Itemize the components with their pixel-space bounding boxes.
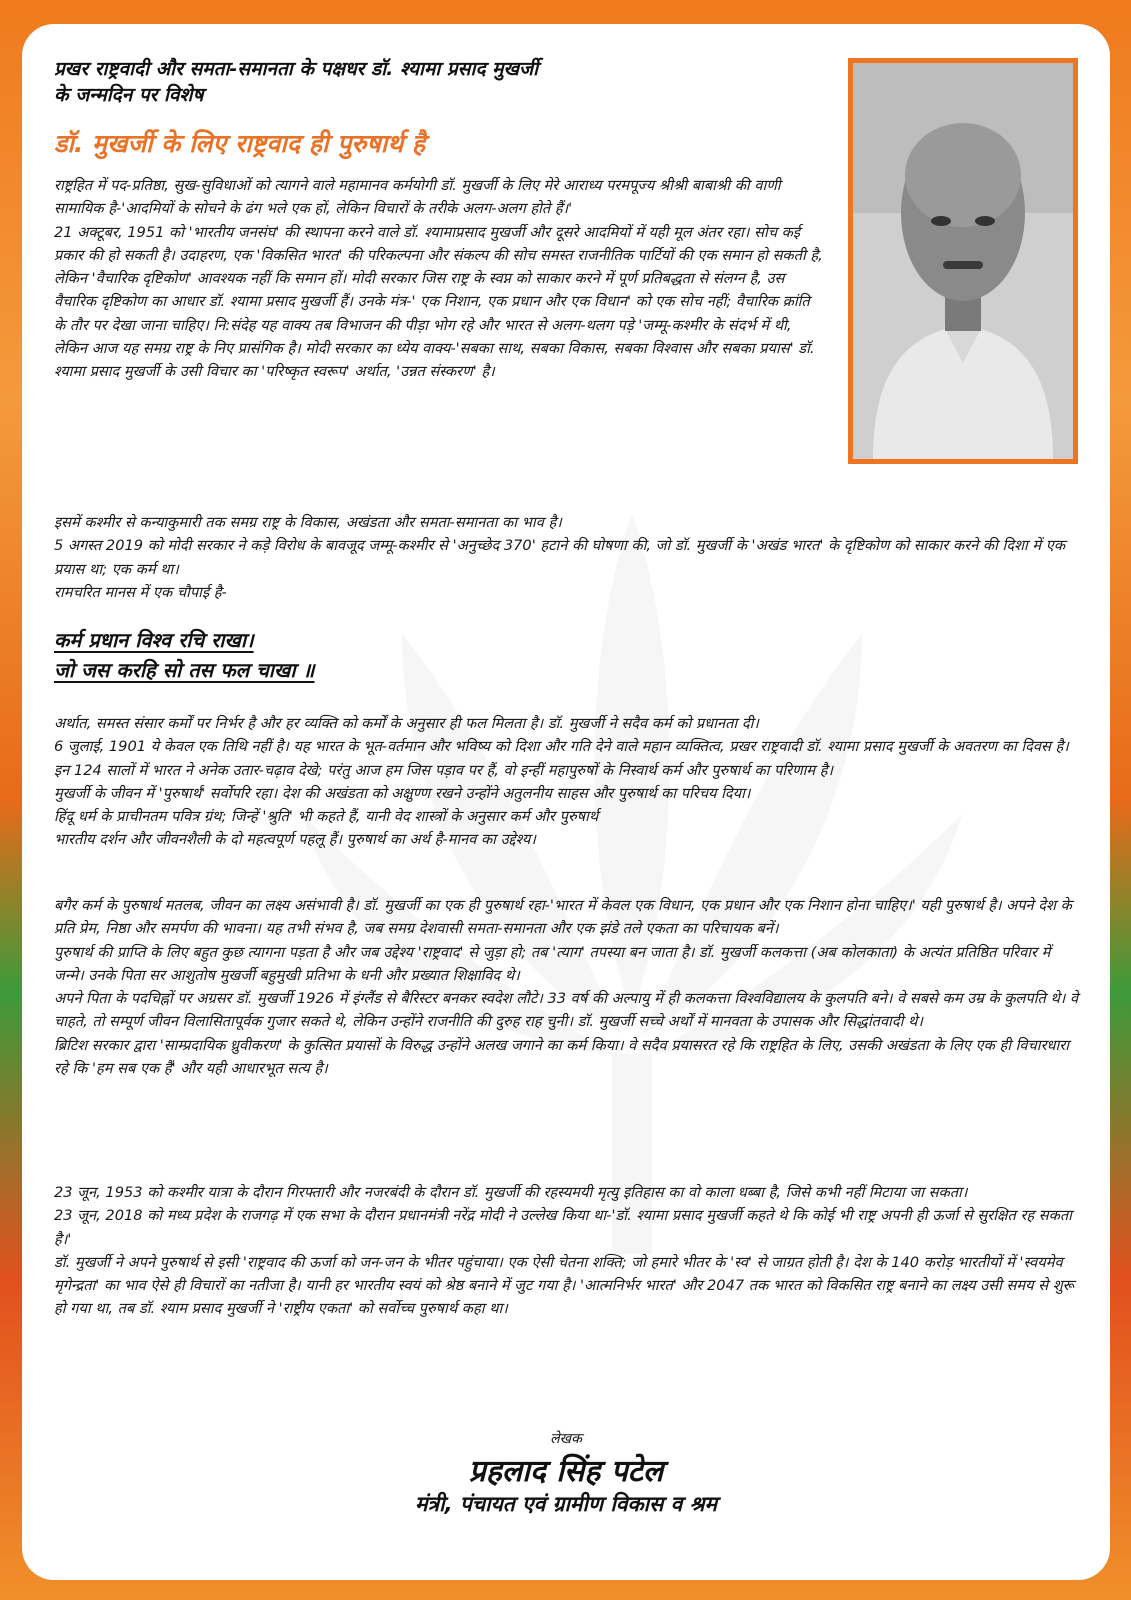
section-purusharth xyxy=(54,894,1084,1080)
paragraph: बगैर कर्म के पुरुषार्थ मतलब, जीवन का लक्ष्य असंभावी है। डॉ. मुखर्जी का एक ही पुरुषार्थ रहा-'भारत में केवल एक विधान, एक प्रधान और एक निशान होना चाहिए।' यही पुरुषार्थ है। अपने देश के प्रति प्रेम, निष्ठा और समर्पण की भावना। यह तभी संभव है, जब समग्र देशवासी समता-समानता और एक झंडे तले एकता का परिचायक बनें। xyxy=(54,897,1072,938)
paragraph: 23 जून, 2018 को मध्य प्रदेश के राजगढ़ में एक सभा के दौरान प्रधानमंत्री नरेंद्र मोदी ने उल्लेख किया था-'डॉ. श्यामा प्रसाद मुखर्जी कहते थे कि कोई भी राष्ट्र अपनी ही ऊर्जा से सुरक्षित रह सकता है।' xyxy=(54,1207,1072,1248)
paragraph: मुखर्जी के जीवन में 'पुरुषार्थ' सर्वोपरि रहा। देश की अखंडता को अक्षुण्ण रखने उन्होंने अतुलनीय साहस और पुरुषार्थ का परिचय दिया। xyxy=(54,784,751,802)
paragraph: भारतीय दर्शन और जीवनशैली के दो महत्वपूर्ण पहलू हैं। पुरुषार्थ का अर्थ है-मानव का उद्देश्य। xyxy=(54,831,536,849)
paragraph: हिंदू धर्म के प्राचीनतम पवित्र ग्रंथ; जिन्हें 'श्रुति' भी कहते हैं, यानी वेद शास्त्रों के अनुसार कर्म और पुरुषार्थ xyxy=(54,808,599,826)
paragraph: इसमें कश्मीर से कन्याकुमारी तक समग्र राष्ट्र के विकास, अखंडता और समता-समानता का भाव है। xyxy=(54,514,562,531)
paragraph: डॉ. मुखर्जी ने अपने पुरुषार्थ से इसी 'राष्ट्रवाद की ऊर्जा को जन-जन के भीतर पहुंचाया। एक ऐसी चेतना शक्ति; जो हमारे भीतर के 'स्व' से जाग्रत होती है। देश के 140 करोड़ भारतीयों में 'स्वयमेव मृगेन्द्रता' का भाव ऐसे ही विचारों का नतीजा है। यानी हर भारतीय स्वयं को श्रेष्ठ बनाने में जुट गया है। 'आत्मनिर्भर भारत' और 2047 तक भारत को विकसित राष्ट्र बनाने का लक्ष्य उसी समय से शुरू हो गया था, तब डॉ. श्याम प्रसाद मुखर्जी ने 'राष्ट्रीय एकता' को सर्वोच्च पुरुषार्थ कहा था। xyxy=(54,1253,1074,1318)
paragraph: ब्रिटिश सरकार द्वारा 'साम्प्रदायिक ध्रुवीकरण' के कुत्सित प्रयासों के विरुद्ध उन्होंने अलख जगाने का कर्म किया। वे सदैव प्रयासरत रहे कि राष्ट्रहित के लिए, उसकी अखंडता के लिए एक ही विचारधारा रहे कि 'हम सब एक हैं' और यही आधारभूत सत्य है। xyxy=(54,1036,1070,1078)
section-intro xyxy=(54,174,824,384)
article-headline: डॉ. मुखर्जी के लिए राष्ट्रवाद ही पुरुषार्थ है xyxy=(54,129,426,158)
paragraph: राष्ट्रहित में पद-प्रतिष्ठा, सुख-सुविधाओं को त्यागने वाले महामानव कर्मयोगी डॉ. मुखर्जी के लिए मेरे आराध्य परमपूज्य श्रीश्री बाबाश्री की वाणी सामायिक है-'आदमियों के सोचने के ढंग भले एक हों, लेकिन विचारों के तरीके अलग-अलग होते हैं।' xyxy=(54,177,781,218)
paragraph: 21 अक्टूबर, 1951 को 'भारतीय जनसंघ' की स्थापना करने वाले डॉ. श्यामाप्रसाद मुखर्जी और दूसरे आदमियों में यही मूल अंतर रहा। सोच कई प्रकार की हो सकती है। उदाहरण, एक 'विकसित भारत' की परिकल्पना और संकल्प की सोच समस्त राजनीतिक पार्टियों की एक समान हो सकती है, लेकिन 'वैचारिक दृष्टिकोण' आवश्यक नहीं कि समान हों। मोदी सरकार जिस राष्ट्र के स्वप्न को साकार करने में पूर्ण प्रतिबद्धता से संलग्न है, उस वैचारिक दृष्टिकोण का आधार डॉ. श्यामा प्रसाद मुखर्जी हैं। उनके मंत्र-' एक निशान, एक प्रधान और एक विधान' को एक सोच नहीं; वैचारिक क्रांति के तौर पर देखा जाना चाहिए। नि:संदेह यह वाक्य तब विभाजन की पीड़ा भोग रहे और भारत से अलग-थलग पड़े 'जम्मू-कश्मीर के संदर्भ में थी, लेकिन आज यह समग्र राष्ट्र के निए प्रासंगिक है। मोदी सरकार का ध्येय वाक्य-'सबका साथ, सबका विकास, सबका विश्वास और सबका प्रयास' डॉ. श्यामा प्रसाद मुखर्जी के उसी विचार का 'परिष्कृत स्वरूप' अर्थात, 'उन्नत संस्करण' है। xyxy=(54,223,823,381)
article-kicker xyxy=(54,56,774,108)
paragraph: अर्थात, समस्त संसार कर्मों पर निर्भर है और हर व्यक्ति को कर्मों के अनुसार ही फल मिलता है। डॉ. मुखर्जी ने सदैव कर्म को प्रधानता दी। xyxy=(54,715,759,732)
paragraph: 23 जून, 1953 को कश्मीर यात्रा के दौरान गिरफ्तारी और नजरबंदी के दौरान डॉ. मुखर्जी की रहस्यमयी मृत्यु इतिहास का वो काला धब्बा है, जिसे कभी नहीं मिटाया जा सकता। xyxy=(54,1184,968,1201)
article-card xyxy=(22,24,1110,1580)
paragraph: 5 अगस्त 2019 को मोदी सरकार ने कड़े विरोध के बावजूद जम्मू-कश्मीर से 'अनुच्छेद 370' हटाने की घोषणा की, जो डॉ. मुखर्जी के 'अखंड भारत' के दृष्टिकोण को साकार करने की दिशा में एक प्रयास था; एक कर्म था। xyxy=(54,537,1066,578)
couplet-line-2: जो जस करहि सो तस फल चाखा ॥ xyxy=(54,658,315,682)
paragraph: रामचरित मानस में एक चौपाई है- xyxy=(54,583,227,601)
paragraph: 6 जुलाई, 1901 ये केवल एक तिथि नहीं है। यह भारत के भूत-वर्तमान और भविष्य को दिशा और गति देने वाले महान व्यक्तित्व, प्रखर राष्ट्रवादी डॉ. श्यामा प्रसाद मुखर्जी के अवतरण का दिवस है। इन 124 सालों में भारत ने अनेक उतार-चढ़ाव देखे; परंतु आज हम जिस पड़ाव पर हैं, वो इन्हीं महापुरुषों के निस्वार्थ कर्म और पुरुषार्थ का परिणाम है। xyxy=(54,738,1069,779)
paragraph: अपने पिता के पदचिह्नों पर अग्रसर डॉ. मुखर्जी 1926 में इंग्लैंड से बैरिस्टर बनकर स्वदेश लौटे। 33 वर्ष की अल्पायु में ही कलकत्ता विश्वविद्यालय के कुलपति बने। वे सबसे कम उम्र के कुलपति थे। वे चाहते, तो सम्पूर्ण जीवन विलासितापूर्वक गुजार सकते थे, लेकिन उन्होंने राजनीति की दुरुह राह चुनी। डॉ. मुखर्जी सच्चे अर्थों में मानवता के उपासक और सिद्धांतवादी थे। xyxy=(54,990,1079,1031)
section-karma xyxy=(54,712,1084,852)
section-kashmir xyxy=(54,511,1084,604)
author-title: मंत्री, पंचायत एवं ग्रामीण विकास व श्रम xyxy=(414,1492,718,1516)
portrait-illustration xyxy=(853,63,1073,459)
ramcharitmanas-couplet xyxy=(54,625,754,685)
paragraph: पुरुषार्थ की प्राप्ति के लिए बहुत कुछ त्यागना पड़ता है और जब उद्देश्य 'राष्ट्रवाद' से जुड़ा हो; तब 'त्याग' तपस्या बन जाता है। डॉ. मुखर्जी कलकत्ता (अब कोलकाता) के अत्यंत प्रतिष्ठित परिवार में जन्मे। उनके पिता सर आशुतोष मुखर्जी बहुमुखी प्रतिभा के धनी और प्रख्यात शिक्षाविद थे। xyxy=(54,943,1051,984)
kicker-line-1: प्रखर राष्ट्रवादी और समता-समानता के पक्षधर डॉ. श्यामा प्रसाद मुखर्जी xyxy=(54,58,539,80)
section-legacy xyxy=(54,1181,1084,1321)
portrait-photo xyxy=(848,58,1078,464)
author-label: लेखक xyxy=(550,1431,582,1447)
kicker-line-2: के जन्मदिन पर विशेष xyxy=(54,84,204,106)
author-name: प्रहलाद सिंह पटेल xyxy=(468,1454,664,1489)
couplet-line-1: कर्म प्रधान विश्व रचि राखा। xyxy=(54,628,254,652)
